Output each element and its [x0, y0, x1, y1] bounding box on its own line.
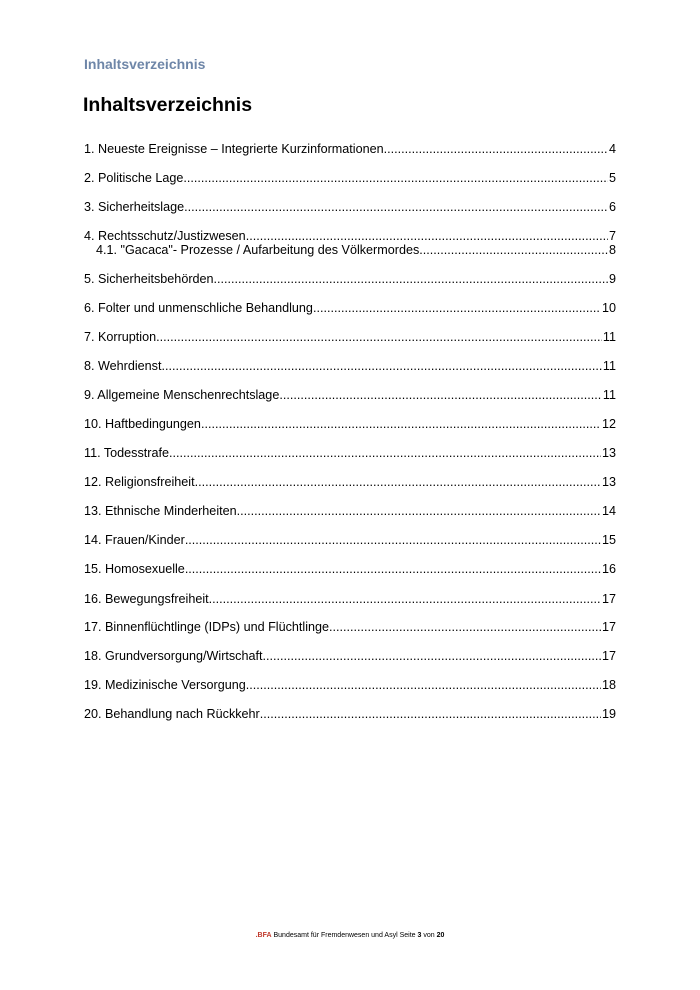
toc-entry-label: 12. Religionsfreiheit — [84, 475, 195, 489]
toc-entry-label: 7. Korruption — [84, 330, 157, 344]
toc-entry[interactable] — [84, 359, 616, 374]
toc-entry[interactable] — [84, 200, 616, 215]
toc-entry-page: 9 — [608, 272, 616, 286]
toc-entry-label: 3. Sicherheitslage — [84, 200, 185, 214]
toc-entry[interactable] — [84, 171, 616, 186]
footer-page-total: 20 — [436, 932, 445, 939]
toc-entry-page: 6 — [608, 200, 616, 214]
toc-entry-page: 17 — [601, 649, 616, 663]
toc-entry-label: 20. Behandlung nach Rückkehr — [84, 707, 260, 721]
toc-entry[interactable] — [84, 142, 616, 157]
toc-entry-label: 15. Homosexuelle — [84, 562, 185, 576]
toc-leader-dots — [313, 301, 601, 316]
toc-entry-page: 14 — [601, 504, 616, 518]
toc-leader-dots — [169, 446, 601, 461]
toc-entry-label: 1. Neueste Ereignisse – Integrierte Kurzinformationen — [84, 142, 384, 156]
toc-entry-page: 7 — [608, 229, 616, 243]
toc-leader-dots — [201, 417, 601, 432]
toc-entry-page: 11 — [602, 330, 616, 344]
toc-leader-dots — [263, 649, 601, 664]
toc-leader-dots — [183, 171, 608, 186]
toc-entry-label: 10. Haftbedingungen — [84, 417, 201, 431]
toc-leader-dots — [237, 504, 601, 519]
toc-leader-dots — [185, 562, 601, 577]
toc-entry-page: 15 — [601, 533, 616, 547]
toc-entry[interactable] — [84, 533, 616, 548]
toc-entry[interactable] — [84, 388, 616, 403]
footer-of-word: von — [423, 932, 435, 939]
toc-entry[interactable] — [84, 446, 616, 461]
toc-leader-dots — [185, 533, 601, 548]
toc-entry-page: 4 — [608, 142, 616, 156]
toc-entry-page: 13 — [601, 475, 616, 489]
footer-page-number: 3 — [417, 932, 422, 939]
toc-entry-label: 6. Folter und unmenschliche Behandlung — [84, 301, 313, 315]
toc-entry-page: 12 — [601, 417, 616, 431]
toc-leader-dots — [214, 272, 608, 287]
toc-entry[interactable] — [84, 649, 616, 664]
toc-entry-label: 9. Allgemeine Menschenrechtslage — [84, 388, 280, 402]
toc-entry-page: 11 — [602, 388, 616, 402]
toc-entry-page: 18 — [601, 678, 616, 692]
toc-leader-dots — [246, 229, 608, 244]
toc-leader-dots — [260, 707, 601, 722]
page-footer — [0, 932, 700, 939]
toc-entry-page: 16 — [601, 562, 616, 576]
toc-entry-page: 11 — [602, 359, 616, 373]
toc-entry-label: 17. Binnenflüchtlinge (IDPs) und Flüchtlinge — [84, 620, 330, 634]
toc-entry-label: 4. Rechtsschutz/Justizwesen — [84, 229, 246, 243]
toc-entry-label: 8. Wehrdienst — [84, 359, 162, 373]
toc-leader-dots — [156, 330, 602, 345]
toc-entry[interactable] — [84, 475, 616, 490]
toc-leader-dots — [419, 243, 608, 258]
toc-entry-label: 16. Bewegungsfreiheit — [84, 592, 209, 606]
toc-entry[interactable] — [84, 417, 616, 432]
toc-entry[interactable] — [84, 562, 616, 577]
toc-leader-dots — [246, 678, 601, 693]
toc-entry-page: 10 — [601, 301, 616, 315]
toc-leader-dots — [329, 620, 601, 635]
toc-entry-label: 2. Politische Lage — [84, 171, 184, 185]
footer-org-name: Bundesamt für Fremdenwesen und Asyl — [273, 932, 398, 939]
running-header-title: Inhaltsverzeichnis — [84, 56, 206, 72]
toc-entry-label: 14. Frauen/Kinder — [84, 533, 185, 547]
toc-entry[interactable] — [84, 592, 616, 607]
footer-page-word: Seite — [399, 932, 416, 939]
toc-entry-label: 13. Ethnische Minderheiten — [84, 504, 237, 518]
toc-entry-page: 13 — [601, 446, 616, 460]
toc-entry-label: 5. Sicherheitsbehörden — [84, 272, 214, 286]
toc-entry[interactable] — [84, 620, 616, 635]
toc-entry-label: 19. Medizinische Versorgung — [84, 678, 246, 692]
toc-entry-page: 17 — [601, 620, 616, 634]
toc-entry[interactable] — [84, 301, 616, 316]
toc-entry-page: 5 — [608, 171, 616, 185]
toc-entry-label: 11. Todesstrafe — [84, 446, 169, 460]
toc-entry[interactable] — [84, 330, 616, 345]
toc-entry[interactable] — [84, 229, 616, 244]
toc-entry[interactable] — [84, 272, 616, 287]
toc-entry-label: 4.1. "Gacaca"- Prozesse / Aufarbeitung des Völkermordes — [96, 243, 420, 257]
toc-entry[interactable] — [84, 504, 616, 519]
toc-subentry[interactable] — [96, 243, 616, 258]
toc-entry-page: 8 — [608, 243, 616, 257]
toc-entry-page: 19 — [601, 707, 616, 721]
toc-entry[interactable] — [84, 678, 616, 693]
toc-leader-dots — [279, 388, 602, 403]
toc-leader-dots — [209, 592, 601, 607]
toc-leader-dots — [195, 475, 601, 490]
toc-entry[interactable] — [84, 707, 616, 722]
toc-entry-page: 17 — [601, 592, 616, 606]
toc-leader-dots — [184, 200, 608, 215]
toc-entry-label: 18. Grundversorgung/Wirtschaft — [84, 649, 263, 663]
toc-leader-dots — [161, 359, 601, 374]
page-title: Inhaltsverzeichnis — [83, 94, 253, 116]
toc-leader-dots — [384, 142, 608, 157]
bfa-logo: .BFA — [255, 932, 272, 939]
